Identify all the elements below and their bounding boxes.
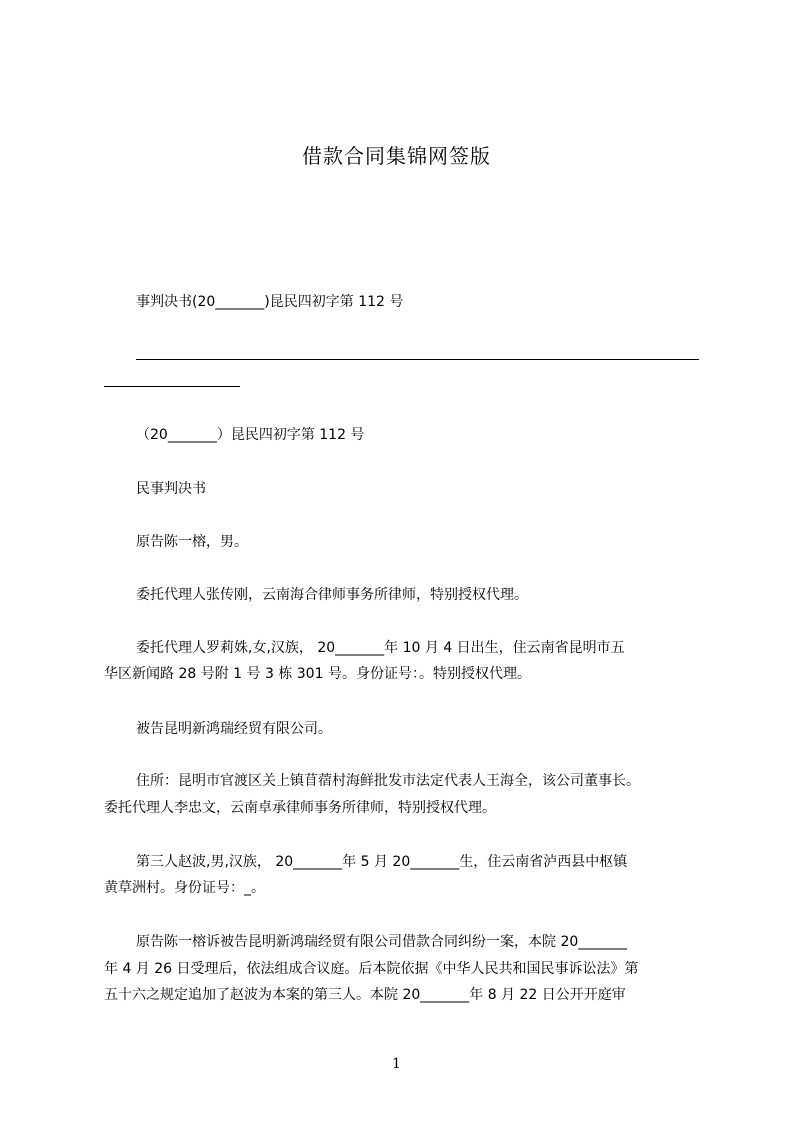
- defendant-line: 被告昆明新鸿瑞经贸有限公司。: [136, 721, 332, 737]
- agent-2-line-2: 华区新闻路 28 号附 1 号 3 栋 301 号。身份证号：。特别授权代理。: [104, 666, 531, 682]
- case-heading: 事判决书(20_______)昆民四初字第 112 号: [136, 294, 404, 310]
- agent-1-line: 委托代理人张传刚，云南海合律师事务所律师，特别授权代理。: [136, 587, 528, 603]
- body-line-3: 五十六之规定追加了赵波为本案的第三人。本院 20_______年 8 月 22 日公开开庭审: [104, 987, 626, 1003]
- page-number: 1: [392, 1056, 401, 1072]
- body-line-2: 年 4 月 26 日受理后，依法组成合议庭。后本院依据《中华人民共和国民事诉讼法》第: [104, 961, 639, 977]
- document-type: 民事判决书: [136, 481, 206, 497]
- address-line-1: 住所：昆明市官渡区关上镇苜蓿村海鲜批发市法定代表人王海全，该公司董事长。: [136, 773, 640, 789]
- address-line-2: 委托代理人李忠文，云南卓承律师事务所律师，特别授权代理。: [104, 800, 496, 816]
- document-title: 借款合同集锦网签版: [302, 144, 491, 168]
- plaintiff-line: 原告陈一榕，男。: [136, 534, 248, 550]
- agent-2-line-1: 委托代理人罗莉姝,女,汉族， 20_______年 10 月 4 日出生，住云南省昆明市五: [136, 640, 625, 656]
- third-party-line-1: 第三人赵波,男,汉族， 20_______年 5 月 20_______生，住云南省泸西县中枢镇: [136, 854, 628, 870]
- separator-line-1: [136, 359, 699, 360]
- third-party-line-2: 黄草洲村。身份证号：_。: [104, 880, 265, 896]
- case-number: （20_______）昆民四初字第 112 号: [136, 427, 365, 443]
- separator-line-2: [104, 386, 240, 387]
- body-line-1: 原告陈一榕诉被告昆明新鸿瑞经贸有限公司借款合同纠纷一案，本院 20_______: [136, 934, 628, 950]
